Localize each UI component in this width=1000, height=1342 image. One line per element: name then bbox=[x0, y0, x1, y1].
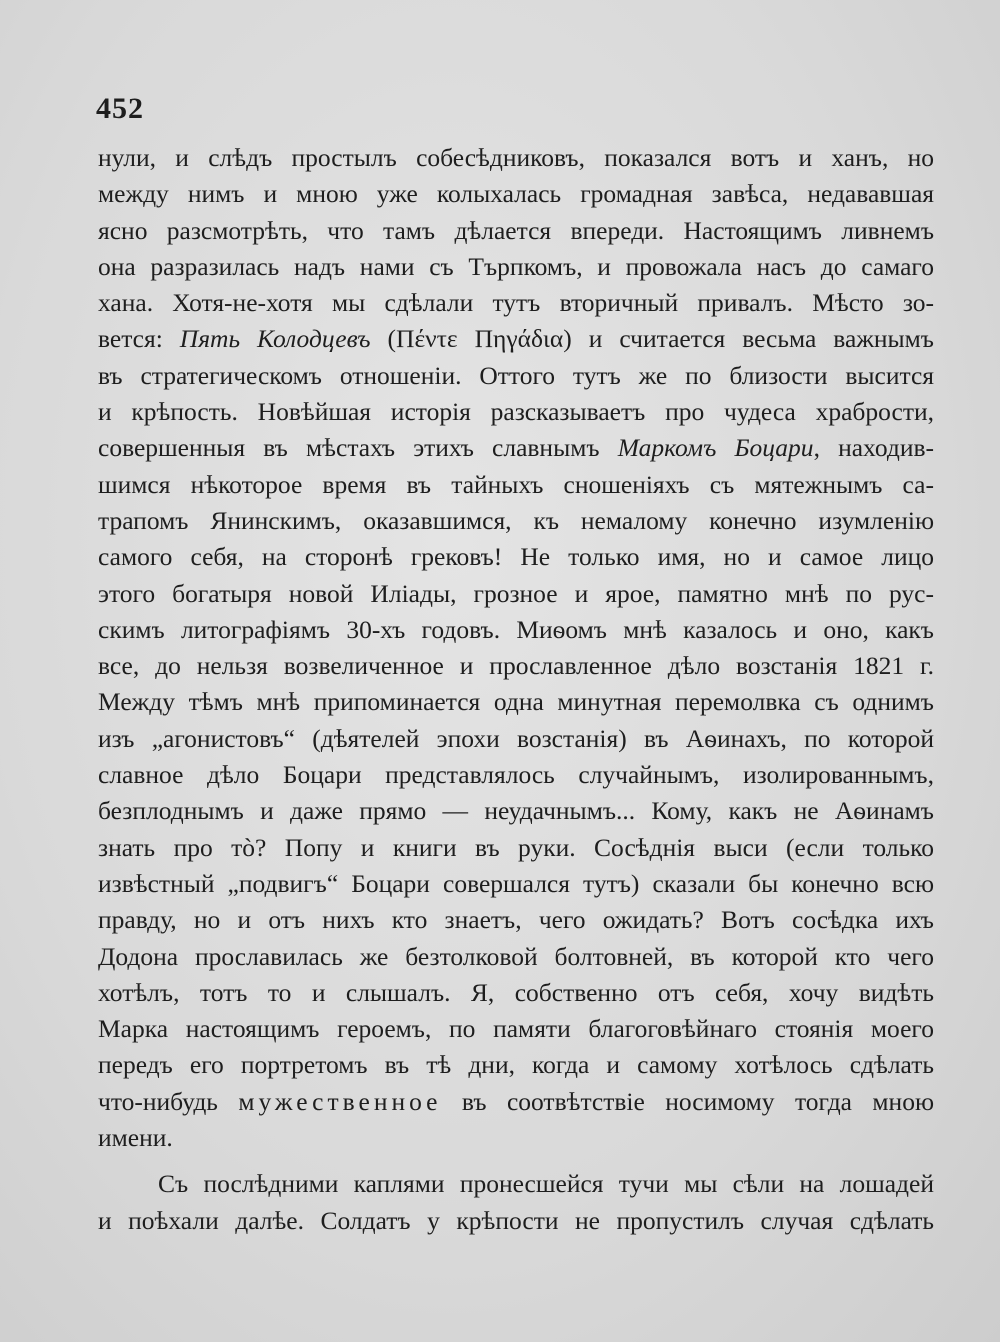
spaced-emphasis: мужественное bbox=[238, 1086, 442, 1116]
text-line: шимся нѣкоторое время въ тайныхъ сношенiяхъ съ мятежнымъ са- bbox=[98, 469, 934, 499]
text-line: знать про тò? Попу и книги въ руки. Сосѣднiя выси (если только bbox=[98, 832, 934, 862]
text-line-with-italic: вется: Пять Колодцевъ (Πέντε Πηγάδια) и считается весьма важнымъ bbox=[98, 324, 934, 354]
text-line: передъ его портретомъ въ тѣ дни, когда и самому хотѣлось сдѣлать bbox=[98, 1050, 934, 1080]
text-line: самого себя, на сторонѣ грековъ! Не только имя, но и самое лицо bbox=[98, 542, 934, 572]
text-line: безплоднымъ и даже прямо — неудачнымъ... Кому, какъ не Аѳинамъ bbox=[98, 796, 934, 826]
text-line-with-italic: совершенныя въ мѣстахъ этихъ славнымъ Маркомъ Боцари, находив- bbox=[98, 433, 934, 463]
text-line: хотѣлъ, тотъ то и слышалъ. Я, собственно отъ себя, хочу видѣть bbox=[98, 977, 934, 1007]
text-line: все, до нельзя возвеличенное и прославленное дѣло возстанiя 1821 г. bbox=[98, 651, 934, 681]
text-line: она разразилась надъ нами съ Търпкомъ, и провожала насъ до самаго bbox=[98, 251, 934, 281]
text-line: трапомъ Янинскимъ, оказавшимся, къ немалому конечно изумленiю bbox=[98, 505, 934, 535]
paragraph-2 bbox=[98, 1166, 934, 1239]
paragraph-1 bbox=[98, 140, 934, 1156]
text-line: хана. Хотя-не-хотя мы сдѣлали тутъ вторичный привалъ. Мѣсто зо- bbox=[98, 288, 934, 318]
text-line: изъ „агонистовъ“ (дѣятелей эпохи возстанiя) въ Аѳинахъ, по которой bbox=[98, 723, 934, 753]
text-line: извѣстный „подвигъ“ Боцари совершался тутъ) сказали бы конечно всю bbox=[98, 868, 934, 898]
text-line: въ стратегическомъ отношенiи. Оттого тутъ же по близости высится bbox=[98, 360, 934, 390]
text-line: и крѣпость. Новѣйшая исторiя разсказываетъ про чудеса храбрости, bbox=[98, 397, 934, 427]
page-number: 452 bbox=[96, 92, 144, 125]
paragraph-gap bbox=[98, 1156, 934, 1166]
text-line: скимъ литографiямъ 30-хъ годовъ. Миѳомъ мнѣ казалось и оно, какъ bbox=[98, 614, 934, 644]
text-line: этого богатыря новой Илiады, грозное и ярое, памятно мнѣ по рус- bbox=[98, 578, 934, 608]
text-line: между нимъ и мною уже колыхалась громадная завѣса, недававшая bbox=[98, 179, 934, 209]
text-line: ясно разсмотрѣть, что тамъ дѣлается впереди. Настоящимъ ливнемъ bbox=[98, 215, 934, 245]
text-line: Марка настоящимъ героемъ, по памяти благоговѣйнаго стоянiя моего bbox=[98, 1014, 934, 1044]
body-text bbox=[98, 140, 934, 1239]
text-line: Между тѣмъ мнѣ припоминается одна минутная перемолвка съ однимъ bbox=[98, 687, 934, 717]
italic-person-name: Маркомъ Боцари bbox=[617, 433, 814, 463]
text-line: Съ послѣдними каплями пронесшейся тучи мы сѣли на лошадей bbox=[158, 1169, 934, 1199]
text-line: имени. bbox=[98, 1123, 173, 1153]
text-line: и поѣхали далѣе. Солдатъ у крѣпости не пропустилъ случая сдѣлать bbox=[98, 1205, 934, 1235]
text-line: правду, но и отъ нихъ кто знаетъ, чего ожидать? Вотъ сосѣдка ихъ bbox=[98, 905, 934, 935]
text-line-with-spacing: что-нибудь мужественное въ соотвѣтствiе носимому тогда мною bbox=[98, 1086, 935, 1116]
italic-place-name: Пять Колодцевъ bbox=[179, 324, 371, 354]
text-line: славное дѣло Боцари представлялось случайнымъ, изолированнымъ, bbox=[98, 760, 934, 790]
text-line: Додона прославилась же безтолковой болтовней, въ которой кто чего bbox=[98, 941, 934, 971]
text-line: нули, и слѣдъ простылъ собесѣдниковъ, показался вотъ и ханъ, но bbox=[98, 143, 934, 172]
